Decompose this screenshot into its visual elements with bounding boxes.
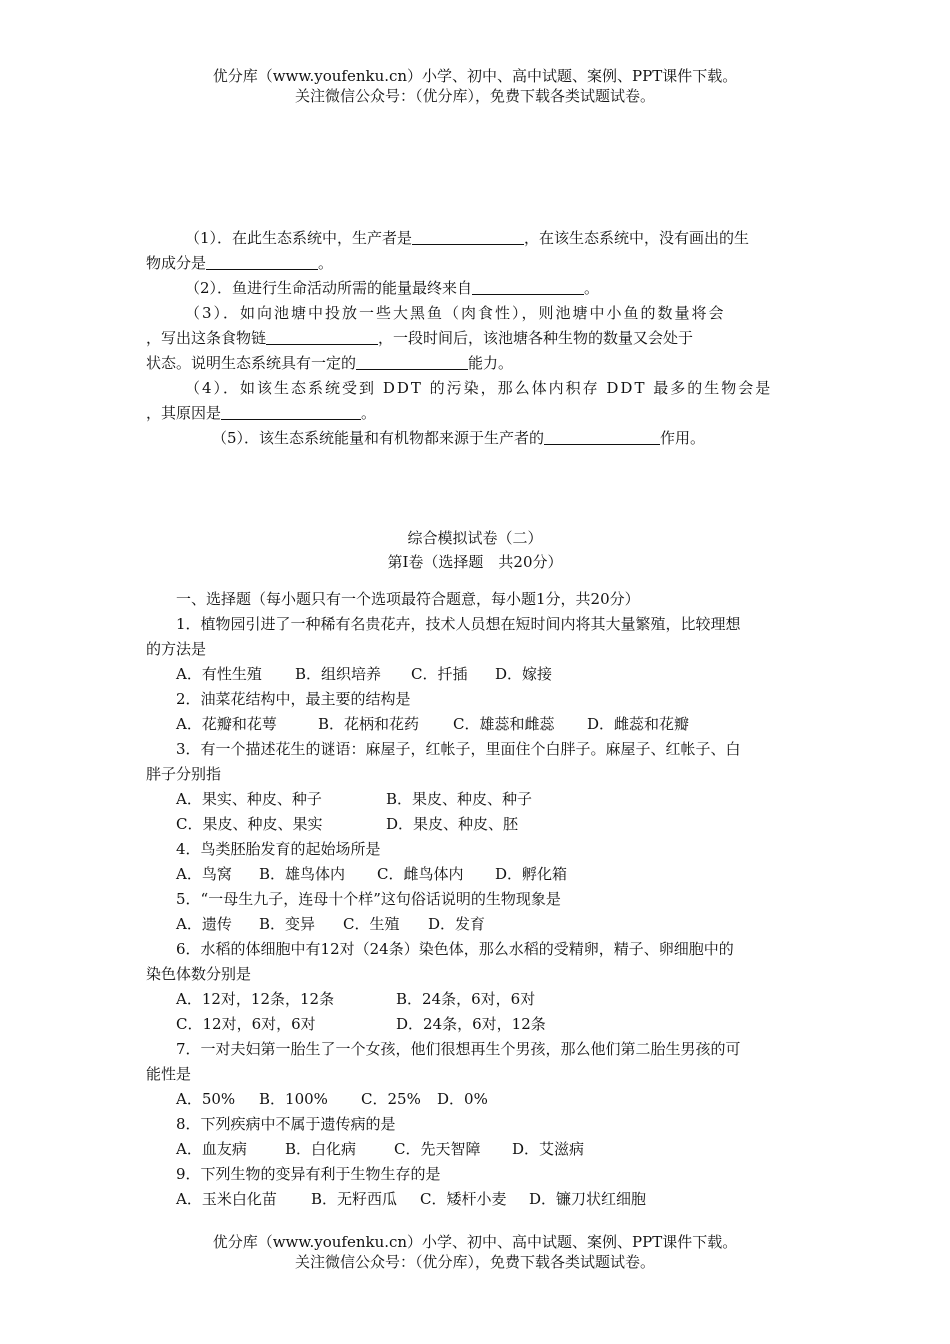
option: B．变异 — [259, 915, 316, 933]
question-stem: 6．水稻的体细胞中有12对（24条）染色体，那么水稻的受精卵，精子、卵细胞中的 — [176, 940, 734, 958]
answer-blank — [266, 329, 378, 345]
option: C．果皮、种皮、果实 — [176, 815, 323, 833]
question-1-line2: 物成分是 。 — [146, 254, 334, 272]
question-1-line1: （1）．在此生态系统中，生产者是 ，在该生态系统中，没有画出的生 — [185, 229, 750, 247]
question-stem: 2．油菜花结构中，最主要的结构是 — [176, 690, 411, 708]
question-stem: 8．下列疾病中不属于遗传病的是 — [176, 1115, 396, 1133]
page-footer-line2: 关注微信公众号：（优分库），免费下载各类试题试卷。 — [294, 1253, 655, 1271]
option: C．先天智障 — [394, 1140, 481, 1158]
option: D．0% — [437, 1090, 488, 1108]
option: B．组织培养 — [295, 665, 382, 683]
option: A．有性生殖 — [176, 665, 262, 683]
question-stem: 能性是 — [146, 1065, 192, 1083]
answer-blank — [206, 254, 318, 270]
option: B．雄鸟体内 — [259, 865, 346, 883]
option: D．镰刀状红细胞 — [529, 1190, 647, 1208]
option: D．艾滋病 — [512, 1140, 585, 1158]
question-stem: 3．有一个描述花生的谜语：麻屋子，红帐子，里面住个白胖子。麻屋子、红帐子、白 — [176, 740, 741, 758]
option: D．孵化箱 — [495, 865, 568, 883]
option: C．雌鸟体内 — [377, 865, 464, 883]
option: A．花瓣和花萼 — [176, 715, 277, 733]
question-4-line2: ，其原因是 。 — [146, 404, 377, 422]
option: A．果实、种皮、种子 — [176, 790, 322, 808]
question-stem: 的方法是 — [146, 640, 207, 658]
option: B．白化病 — [285, 1140, 357, 1158]
question-stem: 1．植物园引进了一种稀有名贵花卉，技术人员想在短时间内将其大量繁殖，比较理想 — [176, 615, 741, 633]
option: D．发育 — [428, 915, 486, 933]
question-5: （5）．该生态系统能量和有机物都来源于生产者的 作用。 — [212, 429, 706, 447]
option: B．花柄和花药 — [318, 715, 420, 733]
option: D．果皮、种皮、胚 — [386, 815, 519, 833]
page-header-line1: 优分库（www.youfenku.cn）小学、初中、高中试题、案例、PPT课件下载。 — [212, 67, 738, 85]
option: A．玉米白化苗 — [176, 1190, 277, 1208]
exam-title: 综合模拟试卷（二） — [407, 529, 543, 547]
option: B．24条，6对，6对 — [396, 990, 536, 1008]
page-footer-line1: 优分库（www.youfenku.cn）小学、初中、高中试题、案例、PPT课件下载。 — [212, 1233, 738, 1251]
option: C．扦插 — [411, 665, 468, 683]
option: C．雄蕊和雌蕊 — [453, 715, 555, 733]
question-stem: 7．一对夫妇第一胎生了一个女孩，他们很想再生个男孩，那么他们第二胎生男孩的可 — [176, 1040, 741, 1058]
option: A．鸟窝 — [176, 865, 232, 883]
question-3-line3: 状态。说明生态系统具有一定的 能力。 — [146, 354, 514, 372]
question-3-line2: ，写出这条食物链 ，一段时间后，该池塘各种生物的数量又会处于 — [146, 329, 694, 347]
question-stem: 胖子分别指 — [146, 765, 222, 783]
option: C．12对，6对，6对 — [176, 1015, 316, 1033]
option: A．遗传 — [176, 915, 232, 933]
option: B．无籽西瓜 — [311, 1190, 398, 1208]
option: A．12对，12条，12条 — [176, 990, 335, 1008]
exam-subtitle: 第Ⅰ卷（选择题 共20分） — [387, 553, 563, 571]
option: D．24条，6对，12条 — [396, 1015, 546, 1033]
question-4-line1: （4）．如该生态系统受到 DDT 的污染，那么体内积存 DDT 最多的生物会是 — [185, 379, 773, 397]
answer-blank — [221, 404, 361, 420]
page-header-line2: 关注微信公众号：（优分库），免费下载各类试题试卷。 — [294, 87, 655, 105]
section-heading: 一、选择题（每小题只有一个选项最符合题意，每小题1分，共20分） — [176, 590, 640, 608]
option: A．50% — [176, 1090, 236, 1108]
option: B．100% — [259, 1090, 328, 1108]
question-2: （2）．鱼进行生命活动所需的能量最终来自 。 — [185, 279, 600, 297]
option: D．雌蕊和花瓣 — [587, 715, 690, 733]
question-3-line1: （3）．如向池塘中投放一些大黑鱼（肉食性），则池塘中小鱼的数量将会 — [185, 304, 726, 322]
answer-blank — [356, 354, 468, 370]
question-stem: 4．鸟类胚胎发育的起始场所是 — [176, 840, 381, 858]
option: D．嫁接 — [495, 665, 553, 683]
option: A．血友病 — [176, 1140, 247, 1158]
option: C．矮杆小麦 — [420, 1190, 507, 1208]
answer-blank — [544, 429, 660, 445]
option: B．果皮、种皮、种子 — [386, 790, 533, 808]
option: C．生殖 — [343, 915, 400, 933]
question-stem: 9．下列生物的变异有利于生物生存的是 — [176, 1165, 441, 1183]
answer-blank — [472, 279, 584, 295]
question-stem: 5．“一母生九子，连母十个样”这句俗话说明的生物现象是 — [176, 890, 561, 908]
option: C．25% — [361, 1090, 421, 1108]
answer-blank — [412, 229, 524, 245]
question-stem: 染色体数分别是 — [146, 965, 252, 983]
